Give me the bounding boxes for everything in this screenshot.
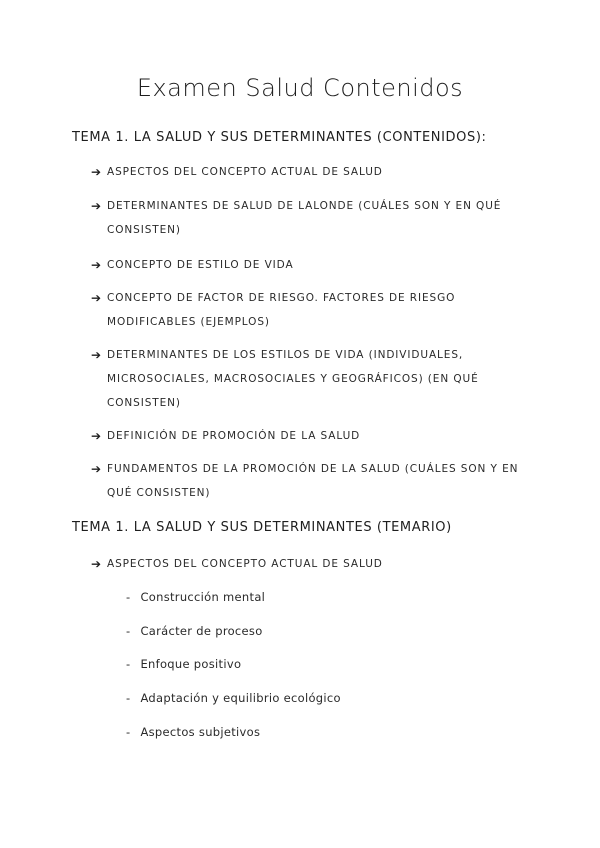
list-item [91,286,531,334]
list-item-text: DETERMINANTES DE LOS ESTILOS DE VIDA (INDIVIDUALES, MICROSOCIALES, MACROSOCIALES Y GEOGRÁFICOS) (EN QUÉ CONSISTEN) [107,349,479,409]
list-item [91,457,531,505]
arrow-icon: ➔ [91,258,102,272]
arrow-icon: ➔ [91,462,102,476]
dash-icon: - [126,590,131,604]
list-item-text: FUNDAMENTOS DE LA PROMOCIÓN DE LA SALUD (CUÁLES SON Y EN QUÉ CONSISTEN) [107,463,519,499]
sub-list-item-text: Aspectos subjetivos [140,725,261,739]
arrow-icon: ➔ [91,348,102,362]
dash-icon: - [126,657,131,671]
list-item-text: ASPECTOS DEL CONCEPTO ACTUAL DE SALUD [107,166,383,178]
dash-icon: - [126,624,131,638]
list-item [91,343,531,415]
sub-list-item [126,725,260,739]
list-item [91,253,531,277]
sub-list-item [126,624,263,638]
list-item-text: DEFINICIÓN DE PROMOCIÓN DE LA SALUD [107,430,361,442]
sub-list-item [126,691,341,705]
section-heading-contenidos: TEMA 1. LA SALUD Y SUS DETERMINANTES (CONTENIDOS): [72,130,487,145]
list-item-text: CONCEPTO DE ESTILO DE VIDA [107,259,294,271]
sub-list-item [126,590,265,604]
sub-list-item-text: Carácter de proceso [140,624,263,638]
list-item [91,424,531,448]
sub-list-item-text: Construcción mental [140,590,266,604]
page-title: Examen Salud Contenidos [136,74,464,102]
list-item [91,552,531,576]
section-heading-temario: TEMA 1. LA SALUD Y SUS DETERMINANTES (TEMARIO) [72,520,452,535]
list-item [91,160,531,184]
arrow-icon: ➔ [91,557,102,571]
arrow-icon: ➔ [91,199,102,213]
list-item-text: DETERMINANTES DE SALUD DE LALONDE (CUÁLES SON Y EN QUÉ CONSISTEN) [107,200,502,236]
dash-icon: - [126,725,131,739]
arrow-icon: ➔ [91,429,102,443]
sub-list-item-text: Adaptación y equilibrio ecológico [140,691,341,705]
arrow-icon: ➔ [91,165,102,179]
dash-icon: - [126,691,131,705]
list-item-text: CONCEPTO DE FACTOR DE RIESGO. FACTORES DE RIESGO MODIFICABLES (EJEMPLOS) [107,292,456,328]
sub-list-item [126,657,241,671]
list-item [91,194,531,242]
arrow-icon: ➔ [91,291,102,305]
list-item-text: ASPECTOS DEL CONCEPTO ACTUAL DE SALUD [107,558,383,570]
sub-list-item-text: Enfoque positivo [140,657,242,671]
